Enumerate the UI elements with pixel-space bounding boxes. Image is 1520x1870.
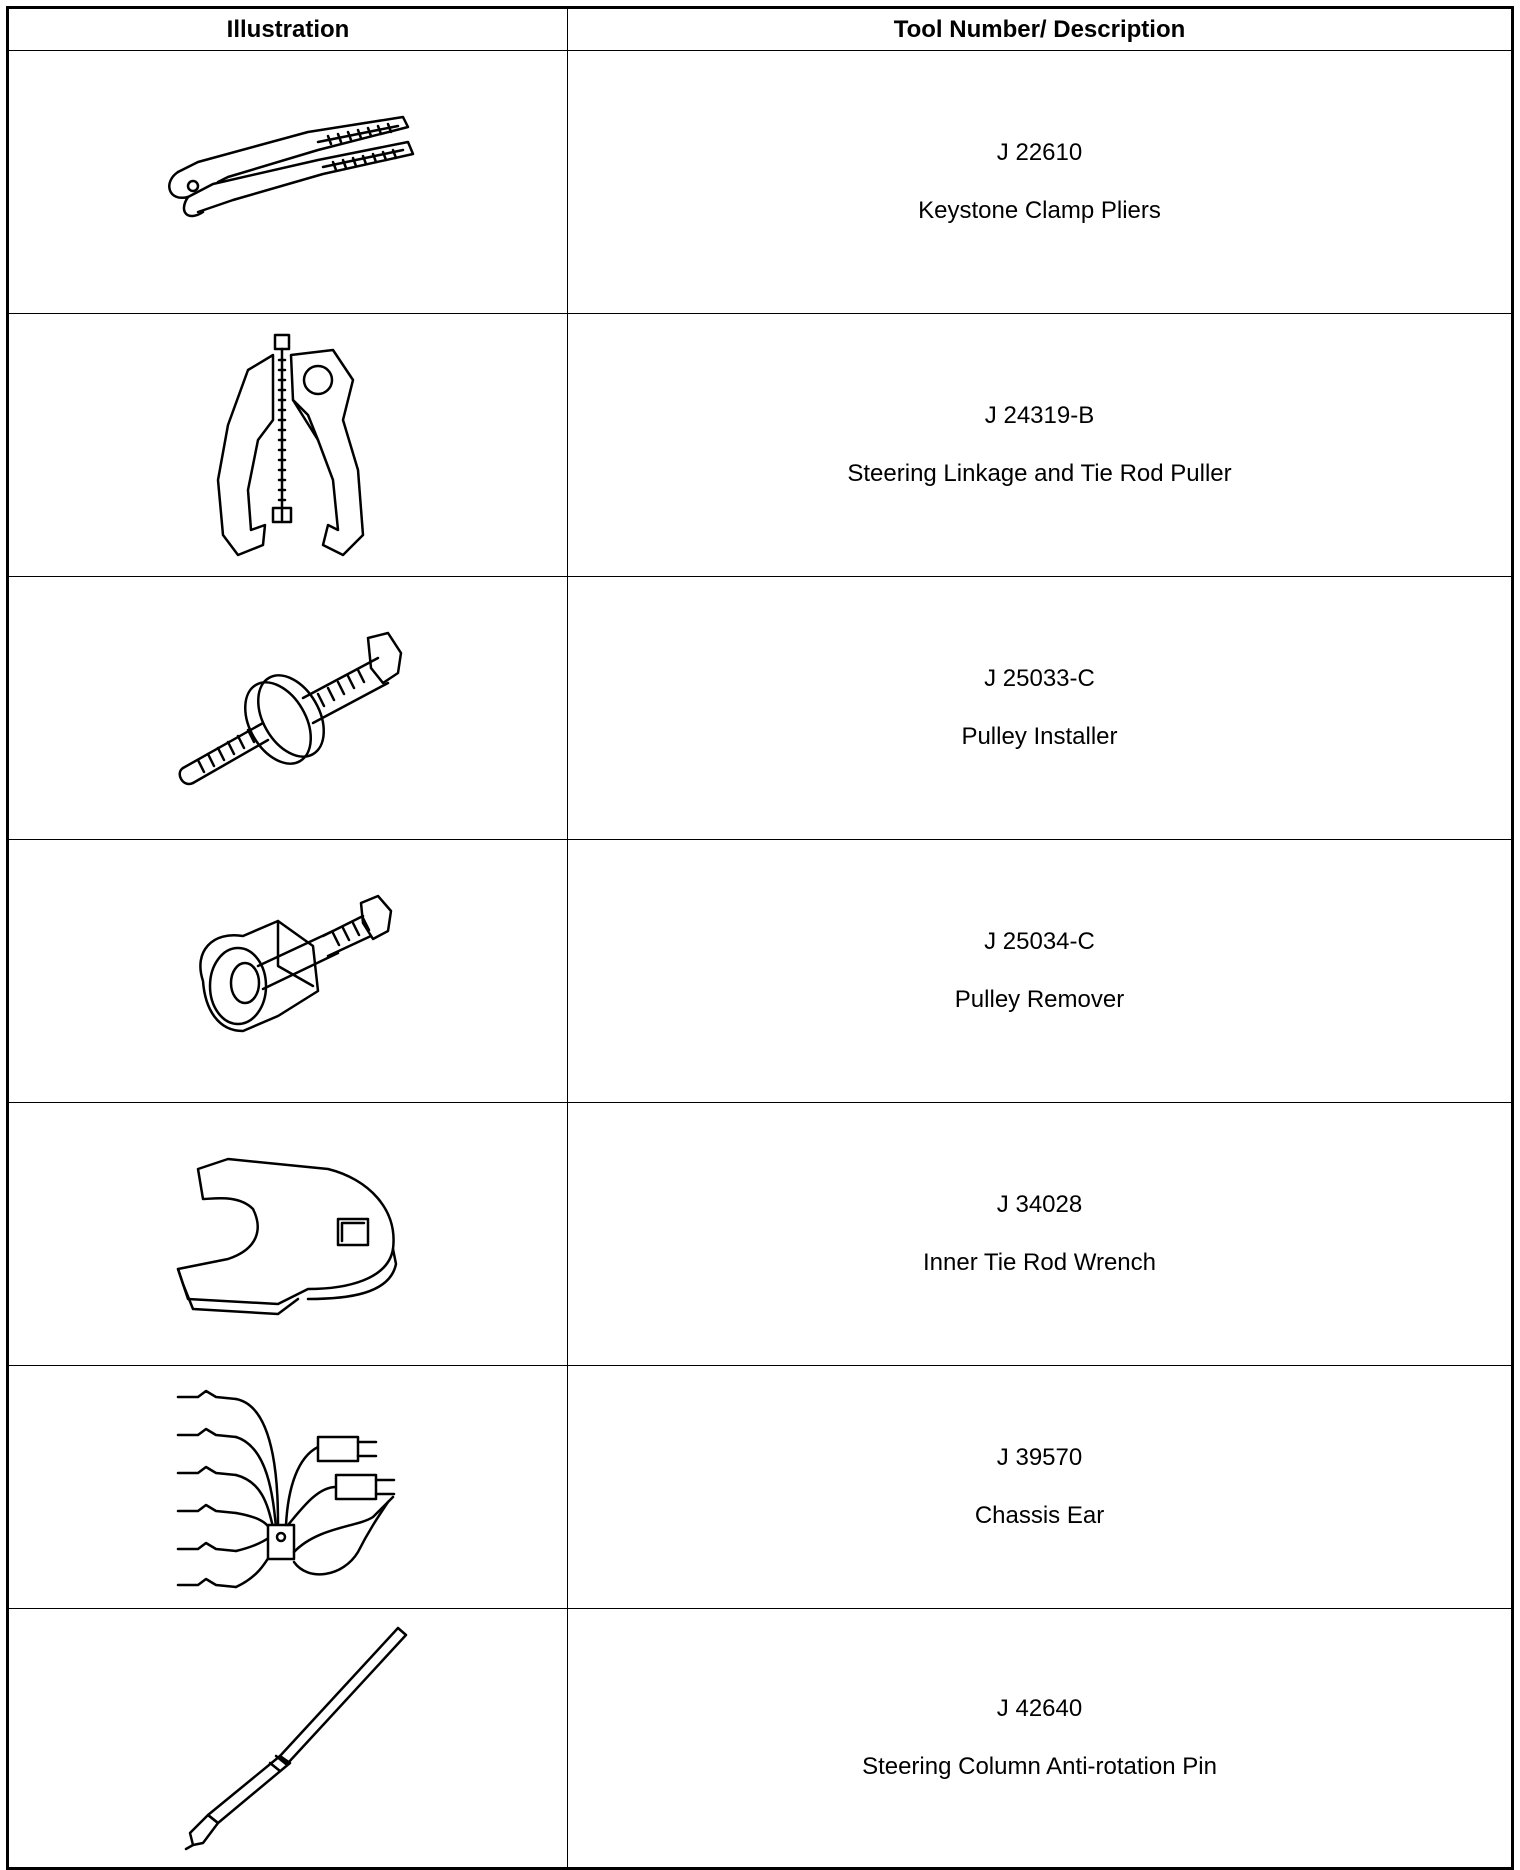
table-row <box>8 1366 1513 1609</box>
anti-rotation-pin-icon <box>158 1623 418 1853</box>
table-row <box>8 840 1513 1103</box>
illustration-cell <box>8 1366 568 1609</box>
tool-number: J 42640 <box>996 1695 1083 1722</box>
description-cell <box>568 51 1513 314</box>
tool-name: Pulley Installer <box>961 723 1118 750</box>
illustration-cell <box>8 577 568 840</box>
description-cell <box>568 840 1513 1103</box>
illustration-cell <box>8 1609 568 1869</box>
tool-number: J 25034-C <box>984 928 1095 955</box>
tool-name: Chassis Ear <box>974 1502 1105 1529</box>
illustration-cell <box>8 51 568 314</box>
description-cell <box>568 314 1513 577</box>
table-row <box>8 51 1513 314</box>
tool-number: J 22610 <box>996 139 1083 166</box>
pliers-icon <box>158 112 418 252</box>
table-header-row <box>8 8 1513 51</box>
table-row <box>8 314 1513 577</box>
tool-number: J 24319-B <box>984 402 1095 429</box>
description-cell <box>568 577 1513 840</box>
description-cell <box>568 1103 1513 1366</box>
illustration-cell <box>8 840 568 1103</box>
chassis-ear-icon <box>168 1377 408 1597</box>
tool-name: Steering Column Anti-rotation Pin <box>862 1753 1217 1780</box>
description-cell <box>568 1366 1513 1609</box>
header-description: Tool Number/ Description <box>568 8 1513 51</box>
tool-number: J 25033-C <box>984 665 1095 692</box>
special-tools-table <box>6 6 1514 1870</box>
table-row <box>8 1609 1513 1869</box>
wrench-icon <box>168 1149 408 1319</box>
tool-name: Inner Tie Rod Wrench <box>922 1249 1156 1276</box>
table-row <box>8 1103 1513 1366</box>
illustration-cell <box>8 314 568 577</box>
table-row <box>8 577 1513 840</box>
pulley-remover-icon <box>183 891 393 1051</box>
description-cell <box>568 1609 1513 1869</box>
puller-icon <box>193 330 383 560</box>
tool-number: J 39570 <box>996 1444 1083 1471</box>
pulley-installer-icon <box>173 628 403 788</box>
tool-name: Steering Linkage and Tie Rod Puller <box>847 460 1232 487</box>
header-illustration: Illustration <box>8 8 568 51</box>
tool-number: J 34028 <box>996 1191 1083 1218</box>
tool-name: Pulley Remover <box>954 986 1125 1013</box>
illustration-cell <box>8 1103 568 1366</box>
tool-name: Keystone Clamp Pliers <box>918 197 1161 224</box>
